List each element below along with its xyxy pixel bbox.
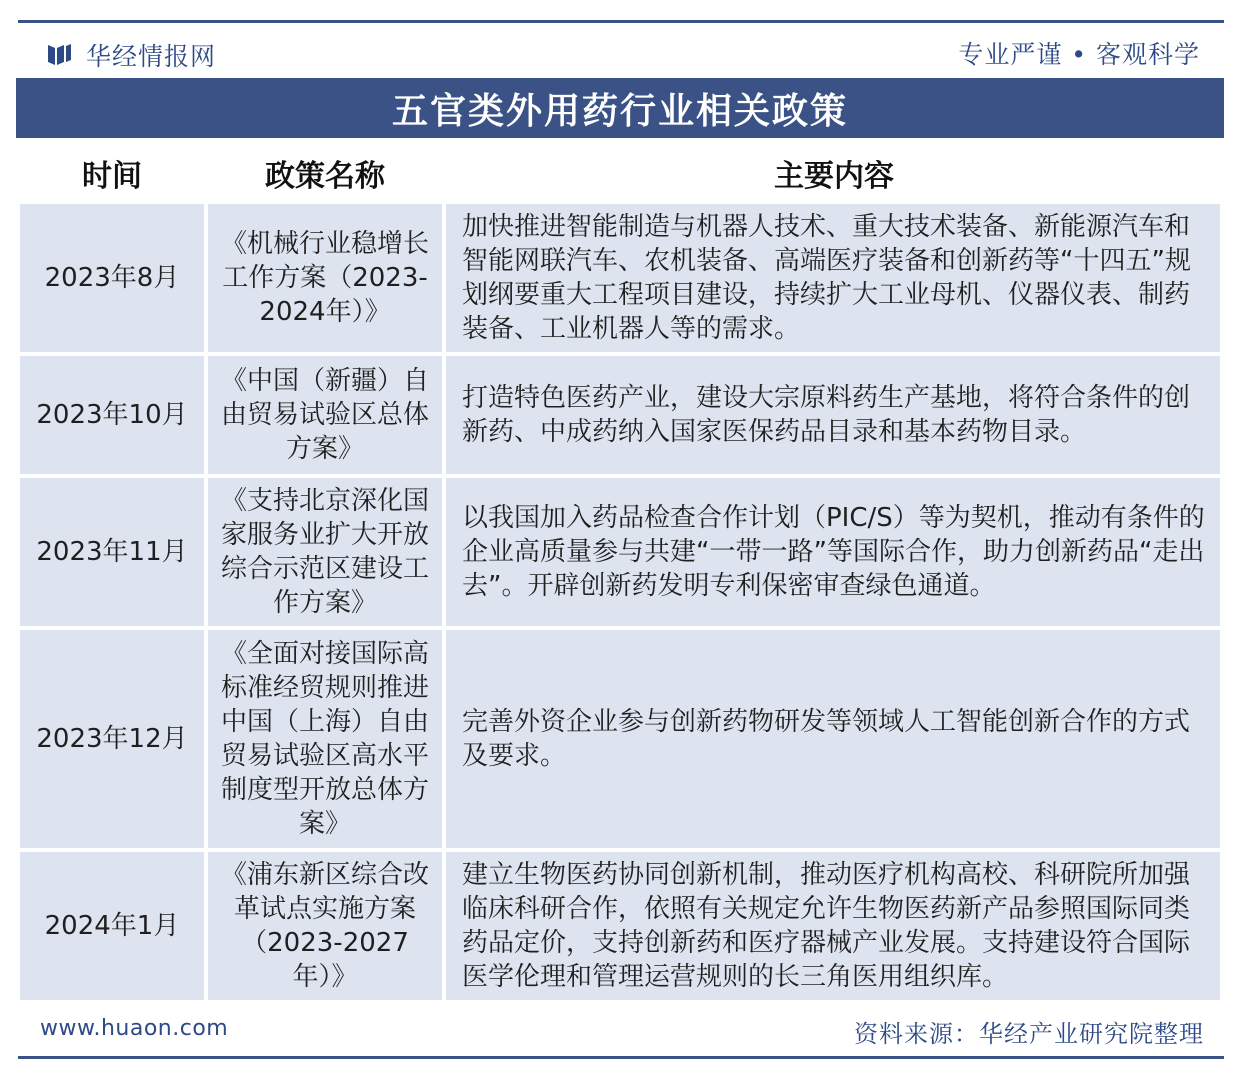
footer-divider [18,1056,1224,1059]
row-content: 完善外资企业参与创新药物研发等领域人工智能创新合作的方式及要求。 [446,630,1220,848]
footer-source-note: 资料来源：华经产业研究院整理 [854,1020,1204,1048]
row-time: 2024年1月 [20,852,204,1000]
row-policy-name: 《中国（新疆）自由贸易试验区总体方案》 [208,356,442,474]
row-content: 建立生物医药协同创新机制，推动医疗机构高校、科研院所加强临床科研合作，依照有关规定允许生物医药新产品参照国际同类药品定价，支持创新药和医疗器械产业发展。支持建设符合国际医学伦理和管理运营规则的长三角医用组织库。 [446,852,1220,1000]
policy-table [16,142,1224,1004]
page-title: 五官类外用药行业相关政策 [391,89,848,132]
column-header-time: 时间 [20,146,204,200]
table-row [20,356,1220,474]
row-content: 打造特色医药产业，建设大宗原料药生产基地，将符合条件的创新药、中成药纳入国家医保药品目录和基本药物目录。 [446,356,1220,474]
header-bar [18,20,1224,76]
brand-logo [46,37,216,73]
row-content: 以我国加入药品检查合作计划（PIC/S）等为契机，推动有条件的企业高质量参与共建“一带一路”等国际合作，助力创新药品“走出去”。开辟创新药发明专利保密审查绿色通道。 [446,478,1220,626]
title-banner [16,78,1224,138]
row-policy-name: 《浦东新区综合改革试点实施方案（2023-2027年）》 [208,852,442,1000]
table-row [20,630,1220,848]
slogan: 专业严谨 • 客观科学 [958,40,1200,69]
table-header-row [20,146,1220,200]
column-header-main-content: 主要内容 [446,146,1220,200]
row-policy-name: 《全面对接国际高标准经贸规则推进中国（上海）自由贸易试验区高水平制度型开放总体方案》 [208,630,442,848]
row-time: 2023年12月 [20,630,204,848]
table-row [20,478,1220,626]
row-policy-name: 《支持北京深化国家服务业扩大开放综合示范区建设工作方案》 [208,478,442,626]
row-time: 2023年11月 [20,478,204,626]
row-time: 2023年10月 [20,356,204,474]
table-row [20,204,1220,352]
huajing-logo-icon [46,42,72,68]
brand-name: 华经情报网 [86,42,217,71]
row-content: 加快推进智能制造与机器人技术、重大技术装备、新能源汽车和智能网联汽车、农机装备、高端医疗装备和创新药等“十四五”规划纲要重大工程项目建设，持续扩大工业母机、仪器仪表、制药装备、工业机器人等的需求。 [446,204,1220,352]
row-policy-name: 《机械行业稳增长工作方案（2023-2024年）》 [208,204,442,352]
table-row [20,852,1220,1000]
row-time: 2023年8月 [20,204,204,352]
footer-website-link[interactable]: www.huaon.com [40,1016,229,1041]
column-header-policy-name: 政策名称 [208,146,442,200]
